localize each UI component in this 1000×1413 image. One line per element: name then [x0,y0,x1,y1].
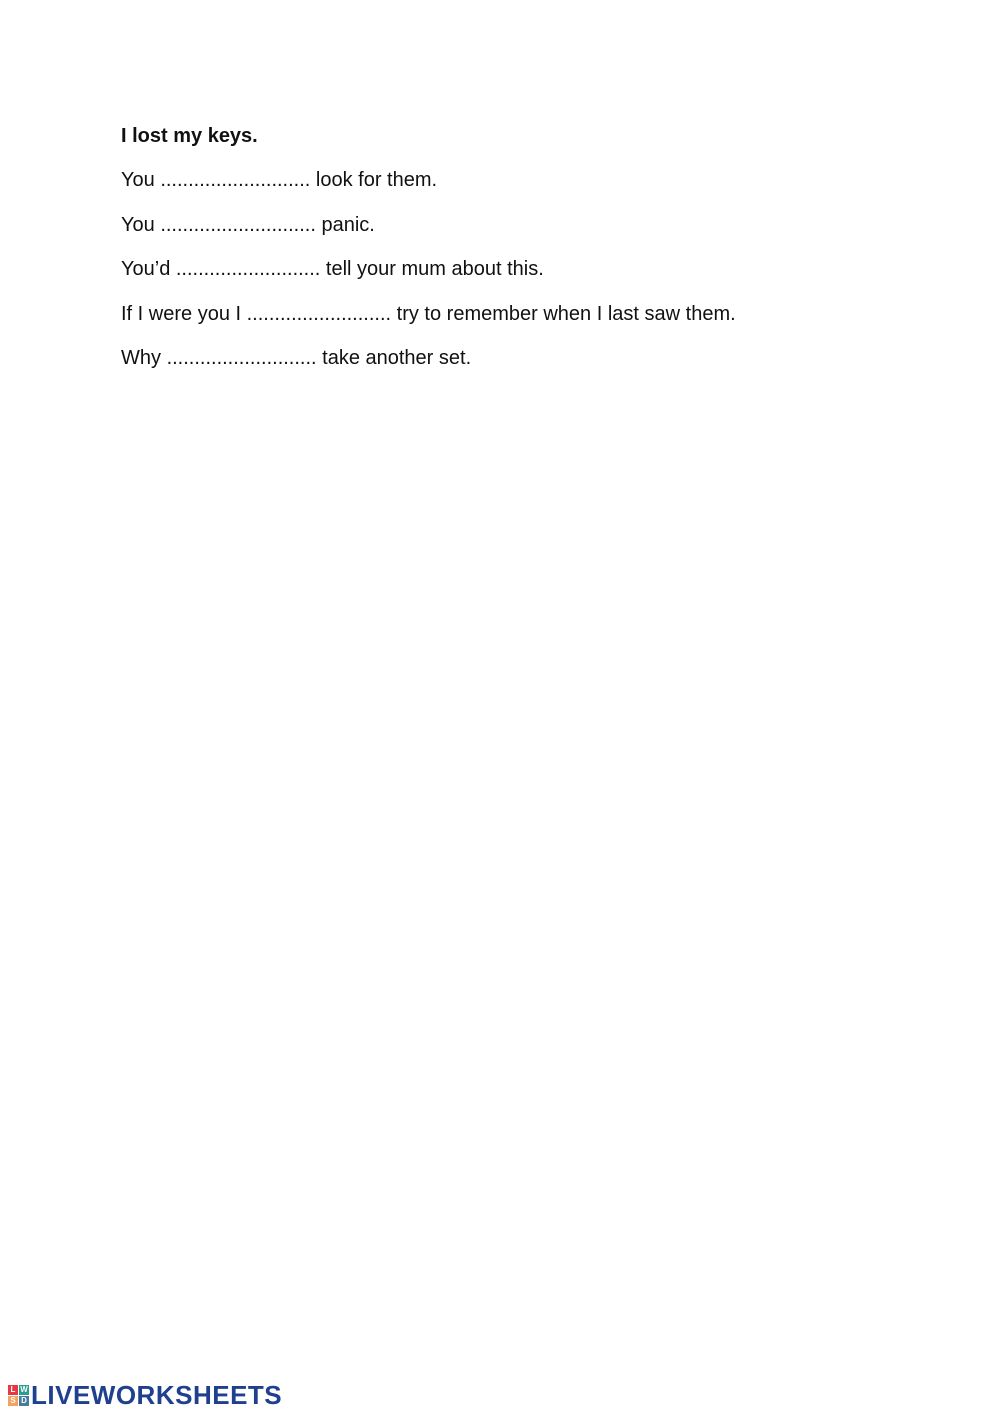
sentence-4-after: try to remember when I last saw them. [391,302,736,325]
sentence-2-blank[interactable]: ............................ [160,213,316,236]
sentence-1 [121,166,881,194]
sentence-1-before: You [121,169,161,191]
logo-text: LIVEWORKSHEETS [31,1380,283,1410]
sentence-3-before: You’d [121,258,176,280]
sentence-1-after: look for them. [310,169,438,191]
worksheet-heading: I lost my keys. [121,125,258,147]
worksheet-content [121,122,881,389]
sentence-4 [121,300,881,328]
logo-letter-4: D [19,1396,29,1406]
sentence-3-blank[interactable]: .......................... [175,258,321,280]
sentence-1-blank[interactable]: ........................... [160,169,311,191]
sentence-3 [121,255,881,283]
logo-letter-2: W [20,1384,28,1394]
sentence-3-after: tell your mum about this. [320,258,544,280]
sentence-5 [121,344,881,372]
liveworksheets-logo-icon [8,1385,29,1406]
sentence-5-after: take another set. [316,347,472,369]
logo-letter-1: L [8,1385,18,1395]
sentence-5-before: Why [121,347,167,369]
footer-logo [8,1381,282,1409]
sentence-4-blank[interactable]: .......................... [246,302,392,325]
sentence-4-before: If I were you I [121,302,247,325]
sentence-2 [121,211,881,239]
sentence-5-blank[interactable]: ........................... [166,347,317,369]
logo-letter-3: S [8,1396,18,1406]
sentence-2-after: panic. [315,213,375,236]
sentence-2-before: You [121,213,161,236]
